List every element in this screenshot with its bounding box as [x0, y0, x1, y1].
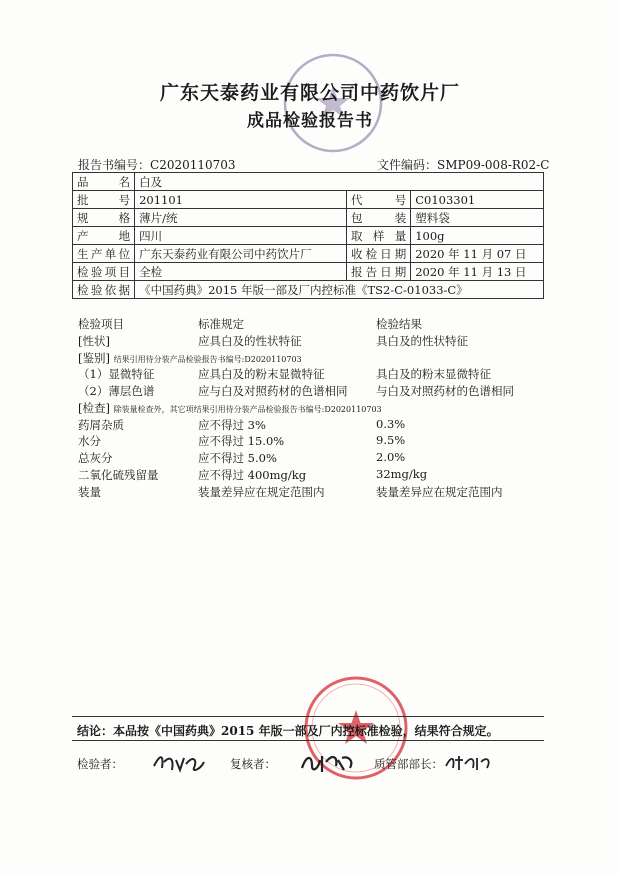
- maker-value: 广东天泰药业有限公司中药饮片厂: [135, 245, 347, 263]
- identify-note: 结果引用待分装产品检验报告书编号:D2020110703: [113, 355, 302, 364]
- product-name-label: 品名: [73, 173, 135, 191]
- qa-signature: [443, 750, 493, 774]
- check-row-1-item: 药屑杂质: [78, 418, 124, 432]
- check-row-3-standard: 应不得过 5.0%: [198, 451, 277, 465]
- table-row: [73, 281, 544, 299]
- spec-value: 薄片/统: [135, 209, 347, 227]
- check-row-3-item: 总灰分: [78, 451, 113, 465]
- check-section: [78, 400, 382, 416]
- check-row-4-result: 32mg/kg: [376, 467, 428, 481]
- item-label: 检验项目: [73, 263, 135, 281]
- company-name: 广东天泰药业有限公司中药饮片厂: [159, 82, 460, 104]
- check-row-2-standard: 应不得过 15.0%: [198, 434, 285, 448]
- code-label: 代号: [347, 191, 411, 209]
- product-info-table: [72, 172, 544, 299]
- check-note: 除装量检查外，其它项结果引用待分装产品检验报告书编号:D2020110703: [113, 405, 382, 414]
- package-label: 包装: [347, 209, 411, 227]
- check-row-5-result: 装量差异应在规定范围内: [376, 485, 503, 499]
- table-row: [73, 263, 544, 281]
- item-value: 全检: [135, 263, 347, 281]
- results-head-standard: 标准规定: [198, 317, 244, 331]
- report-number-label: 报告书编号：: [78, 158, 151, 172]
- sample-value: 100g: [411, 227, 544, 245]
- batch-value: 201101: [135, 191, 347, 209]
- results-head-item: 检验项目: [78, 317, 124, 331]
- identify-row-2-standard: 应与白及对照药材的色谱相同: [198, 384, 348, 398]
- conclusion-text: 结论：本品按《中国药典》2015 年版一部及厂内控标准检验，结果符合规定。: [77, 724, 499, 738]
- character-standard: 应具白及的性状特征: [198, 334, 302, 348]
- origin-value: 四川: [135, 227, 347, 245]
- qa-label: 质管部部长：: [374, 757, 443, 771]
- batch-label: 批号: [73, 191, 135, 209]
- identify-row-2-item: （2）薄层色谱: [78, 384, 155, 398]
- results-head-result: 检验结果: [376, 317, 422, 331]
- report-number: [78, 156, 236, 173]
- inspector-signature: [150, 748, 206, 776]
- receive-date-value: 2020 年 11 月 07 日: [411, 245, 544, 263]
- table-row: [73, 209, 544, 227]
- identify-row-1-item: （1）显微特征: [78, 367, 155, 381]
- file-number: [377, 156, 549, 173]
- check-row-1-result: 0.3%: [376, 417, 406, 431]
- check-row-3-result: 2.0%: [376, 450, 406, 464]
- check-row-4-item: 二氧化硫残留量: [78, 468, 159, 482]
- spec-label: 规格: [73, 209, 135, 227]
- table-row: [73, 173, 544, 191]
- basis-value: 《中国药典》2015 年版一部及厂内控标准《TS2-C-01033-C》: [135, 281, 544, 299]
- conclusion-top-rule: [72, 716, 544, 717]
- code-value: C0103301: [411, 191, 544, 209]
- basis-label: 检验依据: [73, 281, 135, 299]
- identify-row-1-standard: 应具白及的粉末显微特征: [198, 367, 325, 381]
- sample-label: 取样量: [347, 227, 411, 245]
- check-label: [检查]: [78, 401, 110, 415]
- reviewer-label: 复核者：: [230, 757, 276, 771]
- table-row: [73, 245, 544, 263]
- check-row-1-standard: 应不得过 3%: [198, 418, 266, 432]
- conclusion-bottom-rule: [72, 740, 544, 741]
- file-number-value: SMP09-008-R02-C: [437, 158, 550, 172]
- origin-label: 产地: [73, 227, 135, 245]
- table-row: [73, 191, 544, 209]
- report-date-label: 报告日期: [347, 263, 411, 281]
- product-name-value: 白及: [135, 173, 544, 191]
- check-row-5-item: 装量: [78, 485, 101, 499]
- identify-label: [鉴别]: [78, 351, 110, 365]
- identify-row-1-result: 具白及的粉末显微特征: [376, 367, 491, 381]
- check-row-2-item: 水分: [78, 434, 101, 448]
- receive-date-label: 收检日期: [347, 245, 411, 263]
- maker-label: 生产单位: [73, 245, 135, 263]
- table-row: [73, 227, 544, 245]
- check-row-5-standard: 装量差异应在规定范围内: [198, 485, 325, 499]
- check-row-4-standard: 应不得过 400mg/kg: [198, 468, 307, 482]
- character-result: 具白及的性状特征: [376, 334, 468, 348]
- report-number-value: C2020110703: [150, 158, 236, 172]
- file-number-label: 文件编码：: [377, 158, 438, 172]
- reviewer-signature: [298, 748, 358, 776]
- document-title: 成品检验报告书: [247, 111, 373, 131]
- check-row-2-result: 9.5%: [376, 433, 406, 447]
- inspector-label: 检验者：: [77, 757, 123, 771]
- identify-row-2-result: 与白及对照药材的色谱相同: [376, 384, 514, 398]
- report-date-value: 2020 年 11 月 13 日: [411, 263, 544, 281]
- package-value: 塑料袋: [411, 209, 544, 227]
- character-label: [性状]: [78, 334, 110, 348]
- identify-section: [78, 350, 302, 366]
